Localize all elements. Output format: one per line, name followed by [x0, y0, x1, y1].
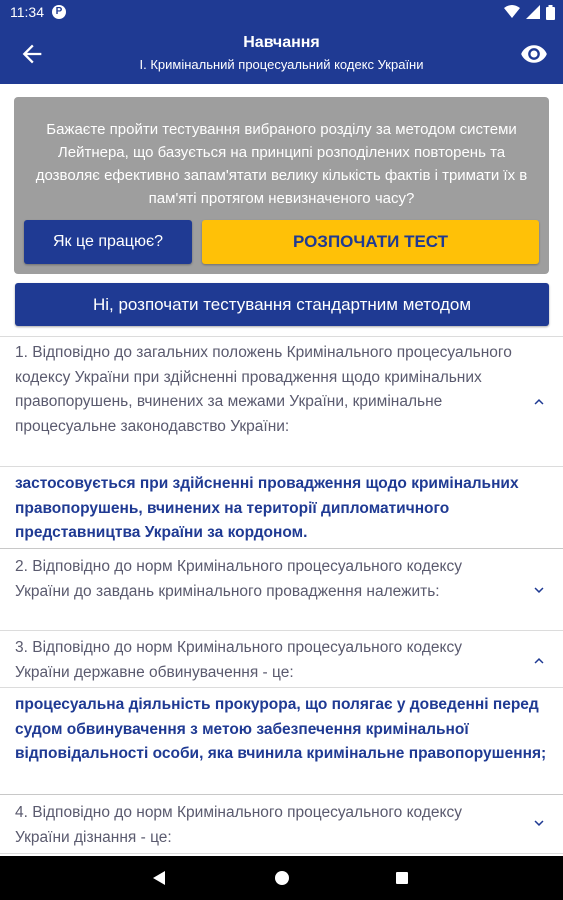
divider — [0, 794, 563, 795]
status-bar — [0, 0, 563, 24]
divider — [0, 687, 563, 688]
divider — [0, 630, 563, 631]
nav-recents-icon[interactable] — [392, 868, 412, 888]
question-3-answer: процесуальна діяльність прокурора, що полягає у доведенні перед судом обвинувачення з метою забезпечення кримінальної відповідальності особи, яка вчинила кримінальне правопорушення; — [15, 696, 547, 762]
eye-icon[interactable] — [519, 40, 549, 68]
question-3-text[interactable]: 3. Відповідно до норм Кримінального процесуального кодексу України державне обвинувачення - це: — [15, 639, 462, 681]
chevron-up-icon[interactable] — [530, 393, 548, 411]
question-1-text[interactable]: 1. Відповідно до загальних положень Кримінального процесуального кодексу України при здійсненні провадження щодо кримінальних правопорушень, вчинених за межами України, кримінальне процесуальне законодавство України: — [15, 344, 512, 435]
standard-method-button[interactable]: Ні, розпочати тестування стандартним методом — [15, 283, 549, 326]
notification-icon: P — [52, 5, 66, 19]
signal-icon — [526, 5, 540, 19]
wifi-icon — [504, 5, 520, 19]
divider — [0, 336, 563, 337]
start-test-button[interactable]: РОЗПОЧАТИ ТЕСТ — [202, 220, 539, 264]
question-2-text[interactable]: 2. Відповідно до норм Кримінального процесуального кодексу України до завдань кримінального провадження належить: — [15, 558, 462, 600]
divider — [0, 466, 563, 467]
system-nav-bar — [0, 856, 563, 900]
status-time: 11:34 — [10, 4, 44, 20]
page-subtitle: І. Кримінальний процесуальний кодекс України — [139, 57, 424, 72]
divider — [0, 548, 563, 549]
leitner-description: Бажаєте пройти тестування вибраного розділу за методом системи Лейтнера, що базується на принципі розподілених повторень та дозволяє ефективно запам'ятати велику кількість фактів і тримати їх в пам'яті протягом невизначеного часу? — [35, 121, 528, 207]
page-title: Навчання — [243, 34, 320, 51]
nav-back-icon[interactable] — [150, 868, 170, 888]
leitner-card — [14, 97, 549, 274]
status-icons — [504, 3, 555, 21]
chevron-up-icon[interactable] — [530, 652, 548, 670]
app-bar — [0, 24, 563, 84]
question-4-text[interactable]: 4. Відповідно до норм Кримінального процесуального кодексу України дізнання - це: — [15, 804, 462, 846]
question-1-answer: застосовується при здійсненні провадження щодо кримінальних правопорушень, вчинених на території дипломатичного представництва України за кордоном. — [15, 475, 519, 541]
chevron-down-icon[interactable] — [530, 814, 548, 832]
battery-icon — [546, 5, 555, 20]
how-it-works-button[interactable]: Як це працює? — [24, 220, 192, 264]
divider — [0, 853, 563, 854]
nav-home-icon[interactable] — [272, 868, 292, 888]
chevron-down-icon[interactable] — [530, 581, 548, 599]
question-list[interactable] — [0, 336, 563, 856]
